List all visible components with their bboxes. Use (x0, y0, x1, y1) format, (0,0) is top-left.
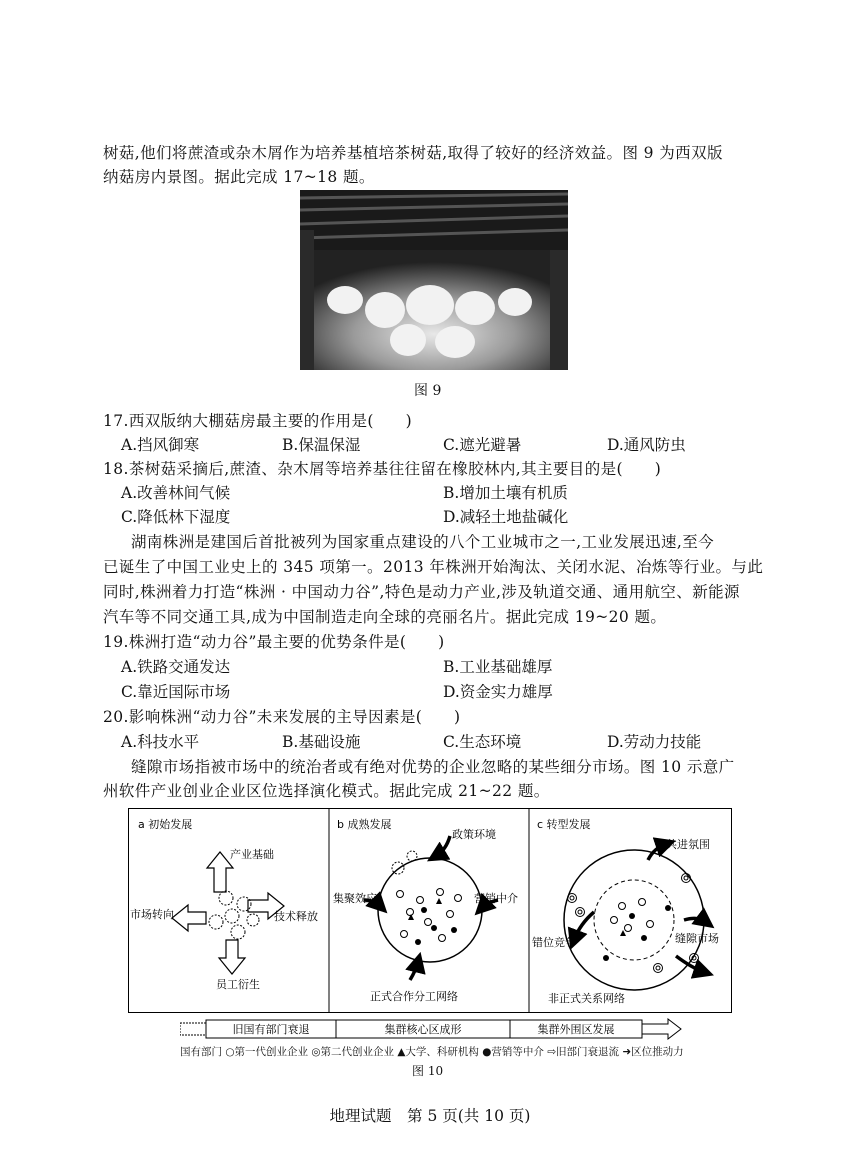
passage3-line-1: 缝隙市场指被市场中的统治者或有绝对优势的企业忽略的某些细分市场。图 10 示意广 (131, 758, 735, 776)
figure-10-caption: 图 10 (412, 1064, 444, 1078)
q20-stem: 20.影响株洲“动力谷”未来发展的主导因素是( ) (103, 708, 461, 726)
panel-b-bottom-label: 正式合作分工网络 (370, 990, 458, 1003)
passage3-line-2: 州软件产业创业企业区位选择演化模式。据此完成 21~22 题。 (103, 782, 550, 800)
panel-b-right-label: 营销中介 (474, 892, 518, 905)
q20-option-b: B.基础设施 (282, 733, 361, 751)
q17-option-d: D.通风防虫 (607, 436, 686, 454)
figure-10-diagram (128, 808, 732, 1013)
q17-stem: 17.西双版纳大棚菇房最主要的作用是( ) (103, 412, 413, 430)
stage-1-label: 旧国有部门衰退 (232, 1023, 310, 1036)
q18-option-b: B.增加土壤有机质 (443, 484, 568, 502)
q18-option-a: A.改善林间气候 (121, 484, 231, 502)
intro-line-2: 纳菇房内景图。据此完成 17~18 题。 (103, 168, 375, 186)
q19-stem: 19.株洲打造“动力谷”最主要的优势条件是( ) (103, 633, 445, 651)
q19-option-d: D.资金实力雄厚 (443, 683, 553, 701)
panel-a-up-label: 产业基础 (230, 848, 274, 861)
intro-line-1: 树菇,他们将蔗渣或杂木屑作为培养基植培茶树菇,取得了较好的经济效益。图 9 为西双版 (103, 144, 723, 162)
passage2-line-1: 湖南株洲是建国后首批被列为国家重点建设的八个工业城市之一,工业发展迅速,至今 (131, 533, 715, 551)
q19-option-a: A.铁路交通发达 (121, 658, 231, 676)
q18-stem: 18.茶树菇采摘后,蔗渣、杂木屑等培养基往往留在橡胶林内,其主要目的是( ) (103, 460, 662, 478)
q20-option-d: D.劳动力技能 (607, 733, 702, 751)
panel-b-top-label: 政策环境 (452, 828, 496, 841)
panel-c-left-label: 错位竞争 (532, 936, 576, 949)
q18-option-d: D.减轻土地盐碱化 (443, 508, 569, 526)
q17-option-c: C.遮光避暑 (443, 436, 522, 454)
figure-10-stage-bar (180, 1018, 682, 1040)
stage-2-label: 集群核心区成形 (384, 1023, 462, 1036)
panel-b-title: b 成熟发展 (337, 818, 392, 831)
panel-a-left-label: 市场转向 (130, 908, 174, 921)
q17-option-b: B.保温保湿 (282, 436, 361, 454)
q18-option-c: C.降低林下湿度 (121, 508, 231, 526)
figure-10-legend: 国有部门 ○第一代创业企业 ◎第二代创业企业 ▲大学、科研机构 ●营销等中介 ⇨旧部门衰退流 ➜区位推动力 (180, 1046, 684, 1058)
figure-9-photo (300, 190, 568, 370)
q19-option-c: C.靠近国际市场 (121, 683, 231, 701)
q19-option-b: B.工业基础雄厚 (443, 658, 553, 676)
panel-c-right-label: 缝隙市场 (675, 932, 719, 945)
figure-9-caption: 图 9 (414, 383, 442, 399)
panel-a-title: a 初始发展 (138, 818, 193, 831)
panel-c-top-label: 共进氛围 (666, 838, 710, 851)
passage2-line-2: 已诞生了中国工业史上的 345 项第一。2013 年株洲开始淘汰、关闭水泥、冶炼等行业。与此 (103, 558, 764, 576)
panel-a-down-label: 员工衍生 (216, 978, 260, 991)
q17-option-a: A.挡风御寒 (121, 436, 200, 454)
panel-c-title: c 转型发展 (537, 818, 591, 831)
q20-option-c: C.生态环境 (443, 733, 522, 751)
stage-3-label: 集群外围区发展 (537, 1023, 615, 1036)
passage2-line-3: 同时,株洲着力打造“株洲 · 中国动力谷”,特色是动力产业,涉及轨道交通、通用航空、新能源 (103, 583, 740, 601)
page-footer: 地理试题 第 5 页(共 10 页) (329, 1107, 531, 1125)
q20-option-a: A.科技水平 (121, 733, 200, 751)
passage2-line-4: 汽车等不同交通工具,成为中国制造走向全球的亮丽名片。据此完成 19~20 题。 (103, 608, 667, 626)
panel-b-left-label: 集聚效应 (333, 892, 377, 905)
panel-c-bottom-label: 非正式关系网络 (548, 992, 625, 1005)
panel-a-right-label: 技术释放 (274, 910, 318, 923)
